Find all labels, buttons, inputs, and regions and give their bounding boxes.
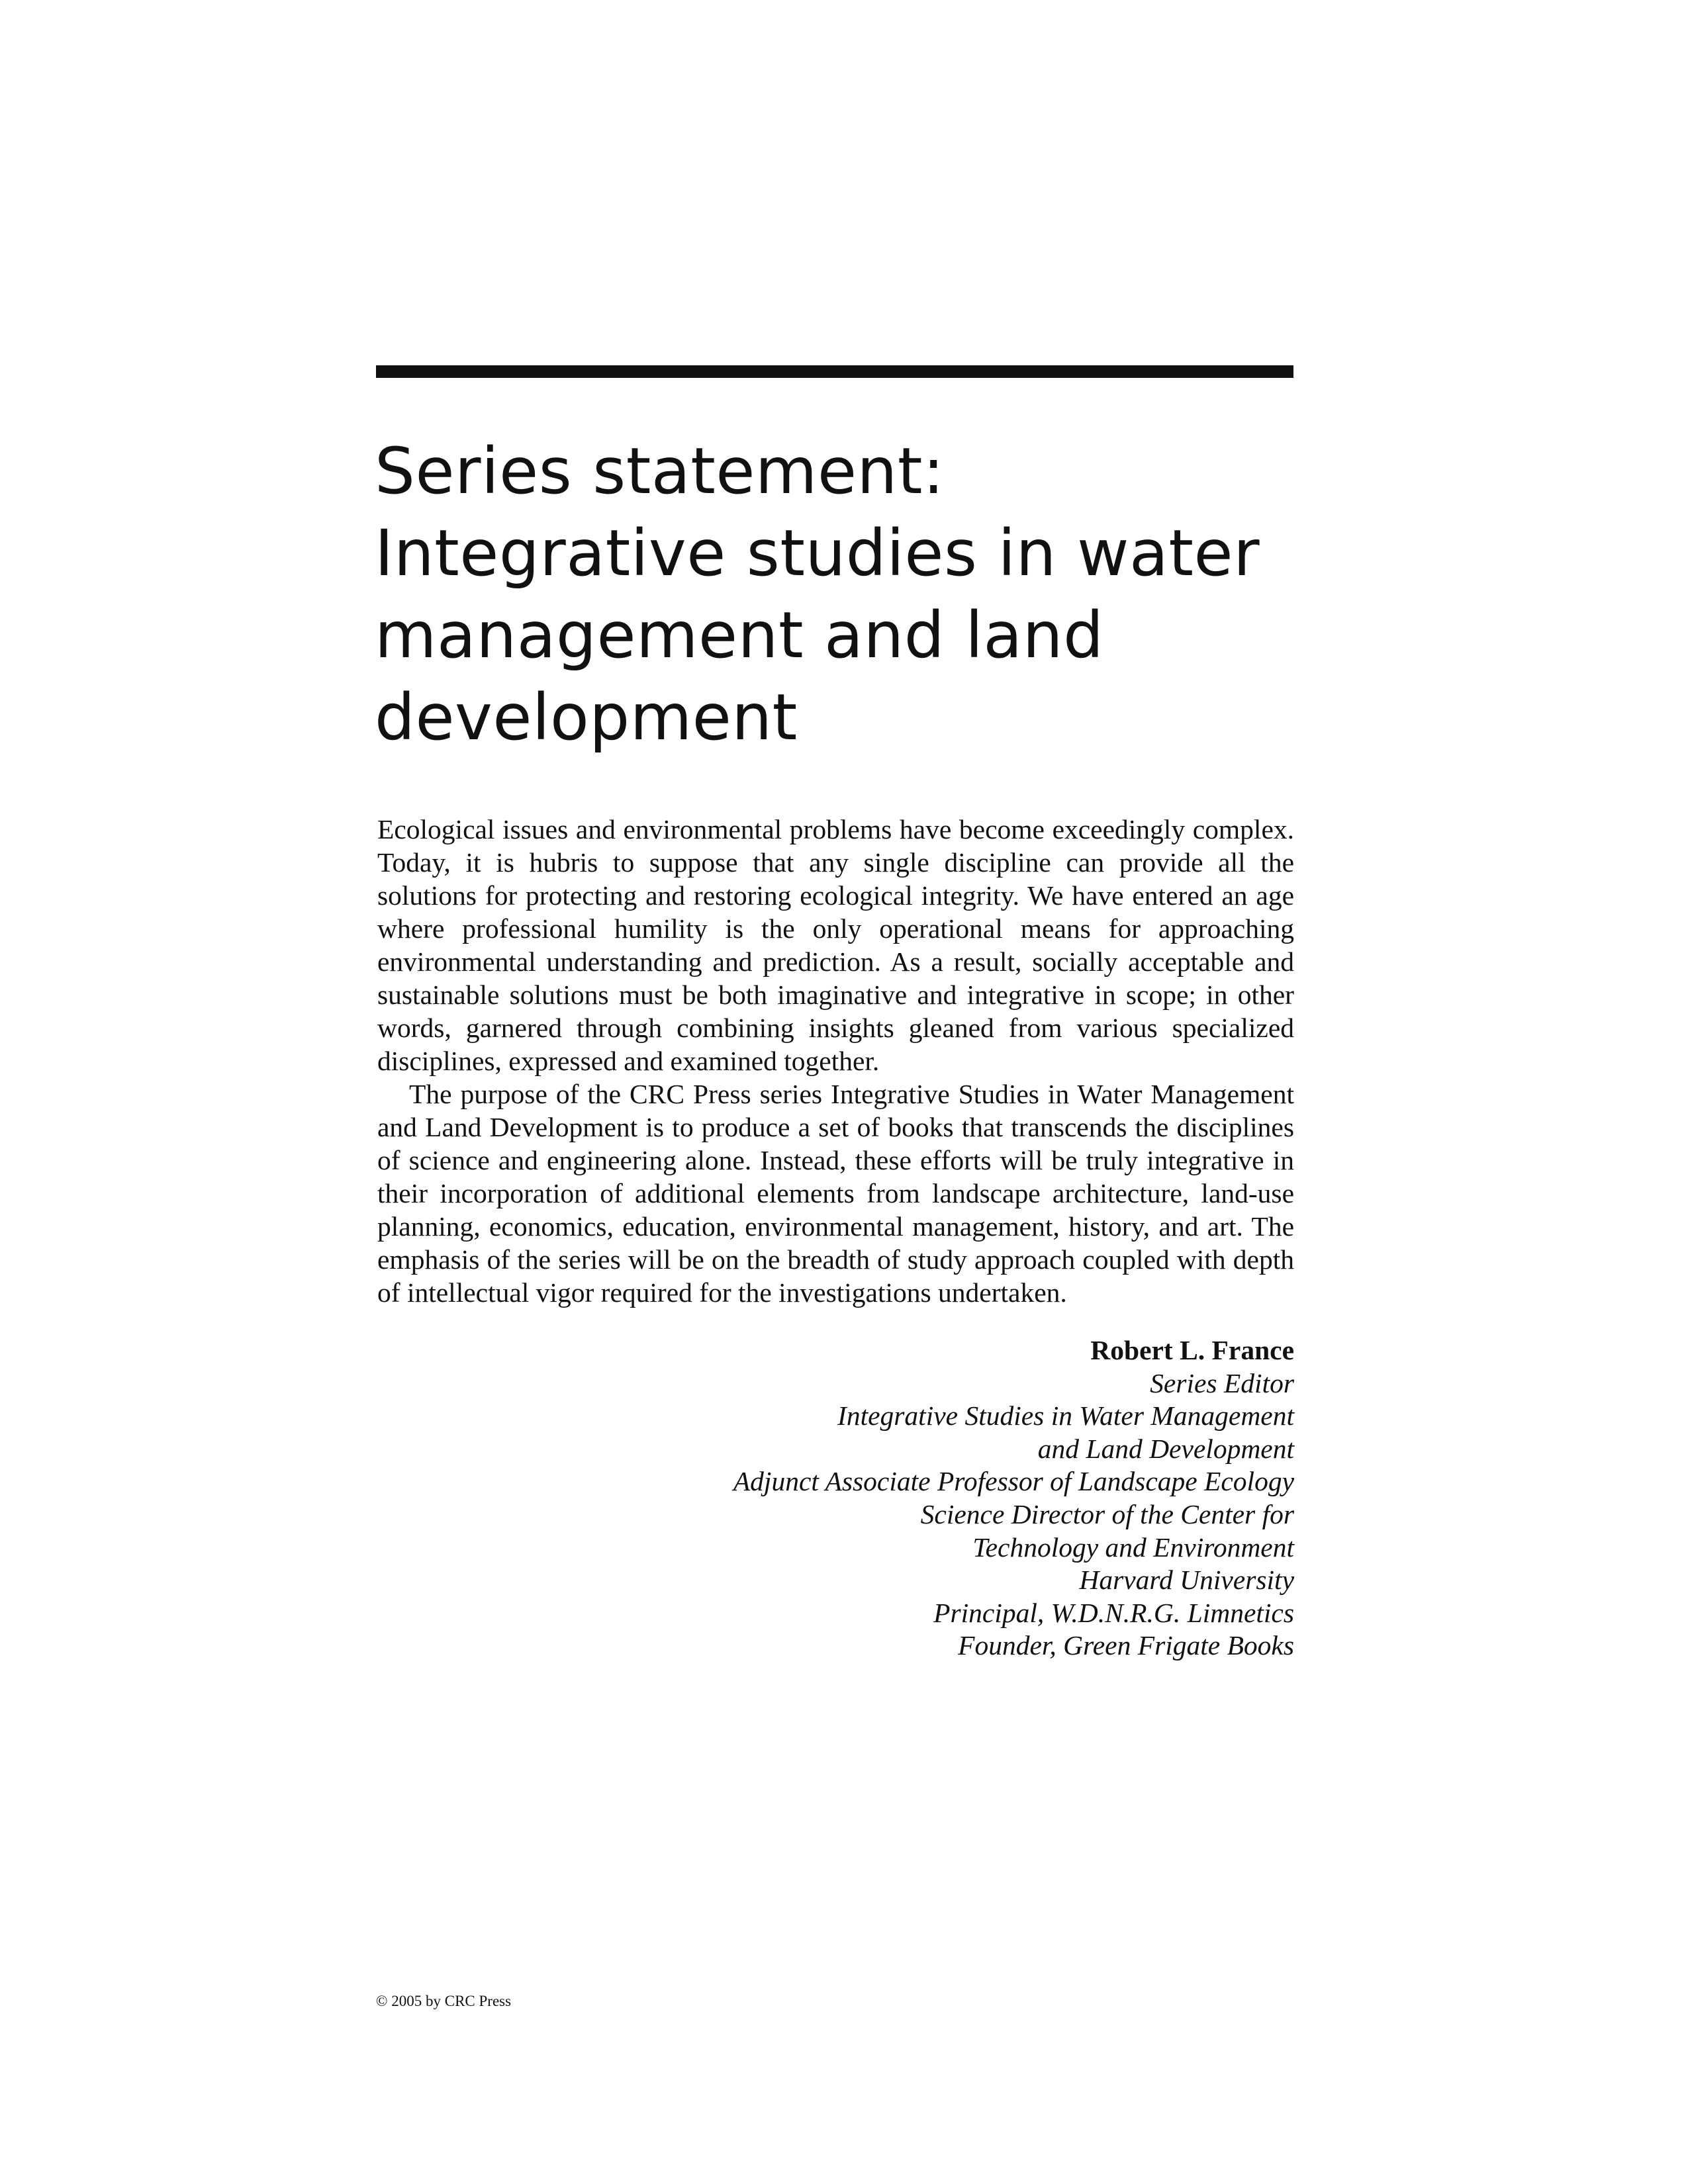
author-title-line: Integrative Studies in Water Management [837,1400,1294,1432]
title-line: Series statement: [375,434,945,508]
author-title-line: Technology and Environment [972,1531,1294,1563]
author-title-line: Founder, Green Frigate Books [958,1630,1294,1661]
author-title-line: Adjunct Associate Professor of Landscape Ecology [733,1466,1294,1497]
body-text [377,813,1294,1309]
title-line: development [375,680,798,754]
author-title-line: Series Editor [1150,1367,1294,1398]
signature-block [596,1334,1294,1662]
author-title-line: Science Director of the Center for [920,1498,1294,1529]
copyright-notice: © 2005 by CRC Press [376,1993,512,2009]
page-title [375,430,1301,758]
title-rule [376,365,1293,378]
paragraph-2: The purpose of the CRC Press series Integrative Studies in Water Management and Land Development is to produce a set of books that transcends the disciplines of science and engineering alone. Instead, these efforts will be truly integrative in their incorporation of additional elements from landscape architecture, land-use planning, economics, education, environmental management, history, and art. The emphasis of the series will be on the breadth of study approach coupled with depth of intellectual vigor required for the investigations undertaken. [377,1079,1294,1308]
title-line: Integrative studies in water [375,516,1260,590]
author-title-line: and Land Development [1037,1433,1294,1464]
title-line: management and land [375,598,1104,672]
author-title-line: Principal, W.D.N.R.G. Limnetics [933,1597,1294,1628]
author-title-line: Harvard University [1079,1565,1294,1596]
author-name: Robert L. France [1090,1335,1294,1365]
paragraph-1: Ecological issues and environmental problems have become exceedingly complex. Today, it is hubris to suppose that any single discipline can provide all the solutions for protecting and restoring ecological integrity. We have entered an age where professional humility is the only operational means for approaching environmental understanding and prediction. As a result, socially acceptable and sustainable solutions must be both imaginative and integrative in scope; in other words, garnered through combining insights gleaned from various specialized disciplines, expressed and examined together. [377,814,1294,1076]
